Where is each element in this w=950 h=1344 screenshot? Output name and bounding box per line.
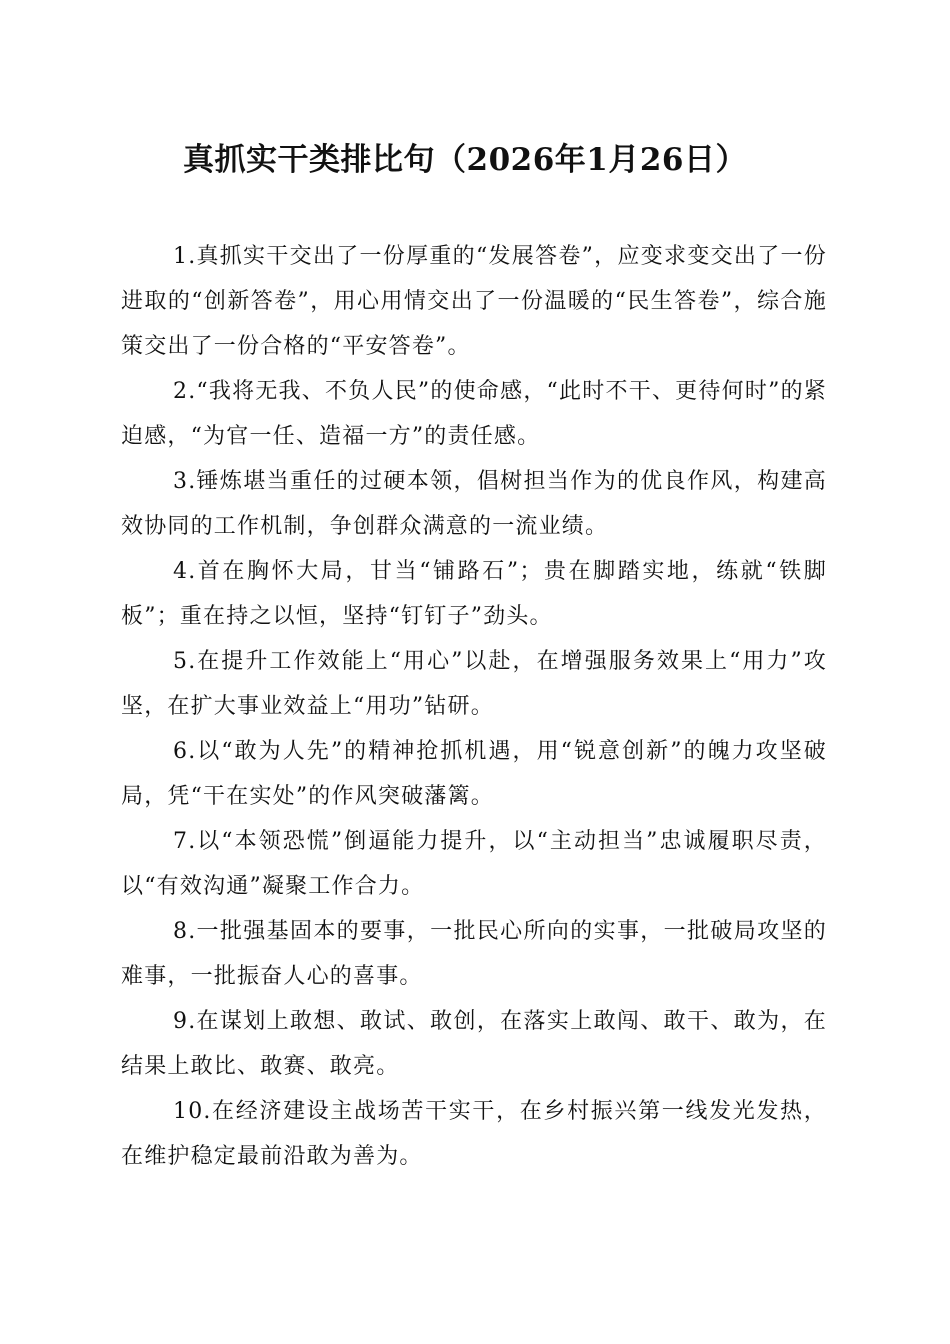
paragraph-9: 9.在谋划上敢想、敢试、敢创，在落实上敢闯、敢干、敢为，在结果上敢比、敢赛、敢亮。 — [121, 1009, 827, 1079]
paragraph-7: 7.以“本领恐慌”倒逼能力提升，以“主动担当”忠诚履职尽责，以“有效沟通”凝聚工作合力。 — [121, 829, 827, 899]
paragraph-5: 5.在提升工作效能上“用心”以赴，在增强服务效果上“用力”攻坚，在扩大事业效益上“用功”钻研。 — [121, 649, 827, 719]
paragraph-3: 3.锤炼堪当重任的过硬本领，倡树担当作为的优良作风，构建高效协同的工作机制，争创群众满意的一流业绩。 — [121, 469, 827, 539]
paragraph-10: 10.在经济建设主战场苦干实干，在乡村振兴第一线发光发热，在维护稳定最前沿敢为善为。 — [121, 1099, 827, 1169]
paragraph-6: 6.以“敢为人先”的精神抢抓机遇，用“锐意创新”的魄力攻坚破局，凭“干在实处”的作风突破藩篱。 — [121, 739, 827, 809]
document-body — [121, 234, 827, 1179]
paragraph-2: 2.“我将无我、不负人民”的使命感，“此时不干、更待何时”的紧迫感，“为官一任、造福一方”的责任感。 — [121, 379, 827, 449]
paragraph-8: 8.一批强基固本的要事，一批民心所向的实事，一批破局攻坚的难事，一批振奋人心的喜事。 — [121, 919, 827, 989]
paragraph-4: 4.首在胸怀大局，甘当“铺路石”；贵在脚踏实地，练就“铁脚板”；重在持之以恒，坚持“钉钉子”劲头。 — [121, 559, 827, 629]
paragraph-1: 1.真抓实干交出了一份厚重的“发展答卷”，应变求变交出了一份进取的“创新答卷”，用心用情交出了一份温暖的“民生答卷”，综合施策交出了一份合格的“平安答卷”。 — [121, 244, 827, 359]
document-title: 真抓实干类排比句（2026年1月26日） — [183, 142, 747, 178]
